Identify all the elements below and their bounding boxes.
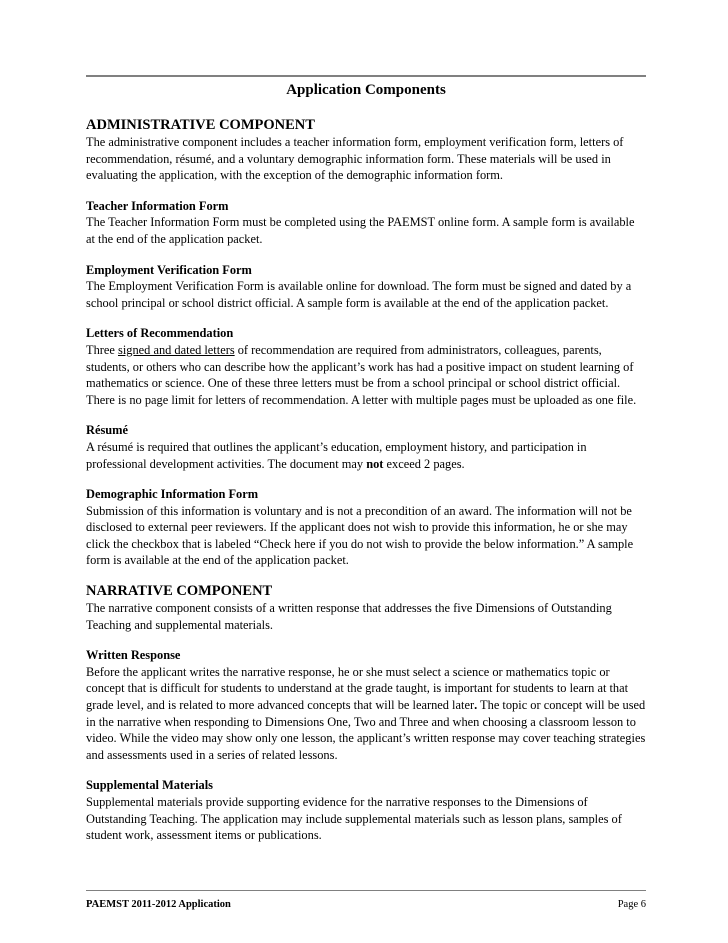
employment-form-heading: Employment Verification Form xyxy=(86,262,252,277)
supplemental-heading: Supplemental Materials xyxy=(86,778,213,793)
letters-text-underlined: signed and dated letters xyxy=(118,342,235,357)
document-body xyxy=(86,117,646,844)
footer-application-title: PAEMST 2011-2012 Application xyxy=(86,899,231,910)
resume-text-lead: A résumé is required that outlines the applicant’s education, employment history, and participation in professional development activities. The document may xyxy=(86,439,587,471)
demographic-text: Submission of this information is voluntary and is not a precondition of an award. The information will not be disclosed to external peer reviewers. If the applicant does not wish to provide this information, he or she may click the checkbox that is labeled “Check here if you do not wish to provide the below information.” A sample form is available at the end of the application packet. xyxy=(86,503,634,568)
page-title: Application Components xyxy=(286,82,446,98)
administrative-heading: ADMINISTRATIVE COMPONENT xyxy=(86,117,315,133)
written-response-heading: Written Response xyxy=(86,648,181,663)
narrative-section xyxy=(86,583,646,844)
document-page xyxy=(86,0,646,943)
written-response-period: . xyxy=(474,698,478,713)
letters-text xyxy=(86,342,646,408)
employment-form-text: The Employment Verification Form is available online for download. The form must be signed and dated by a school principal or school district official. A sample form is available at the end of the application packet. xyxy=(86,279,632,310)
teacher-form-heading: Teacher Information Form xyxy=(86,198,229,213)
resume-text-emphasis: not xyxy=(366,456,384,471)
footer-rule xyxy=(86,890,646,891)
letters-heading: Letters of Recommendation xyxy=(86,326,234,341)
letters-text-rest: of recommendation are required from administrators, colleagues, parents, students, or others who can describe how the applicant’s work has had a positive impact on student learning of mathematics or science. One of these three letters must be from a school principal or school district official. There is no page limit for letters of recommendation. A letter with multiple pages must be uploaded as one file. xyxy=(86,342,637,407)
written-response-rest: The topic or concept will be used in the narrative when responding to Dimensions One, Two and Three and when choosing a classroom lesson to video. While the video may show only one lesson, the applicant’s written response may cover teaching strategies and assessments used in a series of related lessons. xyxy=(86,698,646,762)
supplemental-text: Supplemental materials provide supporting evidence for the narrative responses to the Dimensions of Outstanding Teaching. The application may include supplemental materials such as lesson plans, samples of student work, assessment items or publications. xyxy=(86,795,622,843)
administrative-intro: The administrative component includes a teacher information form, employment verification form, letters of recommendation, résumé, and a voluntary demographic information form. These materials will be used in evaluating the application, with the exception of the demographic information form. xyxy=(86,135,624,183)
resume-heading: Résumé xyxy=(86,423,128,438)
written-response-lead: Before the applicant writes the narrative response, he or she must select a science or mathematics topic or concept that is difficult for students to understand at the grade taught, is important for students to learn at that grade level, and is related to more advanced concepts that will be learned later xyxy=(86,664,629,713)
administrative-section xyxy=(86,117,646,569)
written-response-text xyxy=(86,664,646,764)
narrative-heading: NARRATIVE COMPONENT xyxy=(86,583,273,600)
resume-text-rest: exceed 2 pages. xyxy=(383,456,465,471)
letters-text-lead: Three xyxy=(86,342,118,357)
teacher-form-text: The Teacher Information Form must be completed using the PAEMST online form. A sample form is available at the end of the application packet. xyxy=(86,215,635,246)
header-rule xyxy=(86,75,646,77)
resume-text xyxy=(86,439,646,472)
demographic-heading: Demographic Information Form xyxy=(86,487,259,502)
footer-page-number: Page 6 xyxy=(617,899,646,910)
narrative-intro: The narrative component consists of a written response that addresses the five Dimensions of Outstanding Teaching and supplemental materials. xyxy=(86,601,612,632)
